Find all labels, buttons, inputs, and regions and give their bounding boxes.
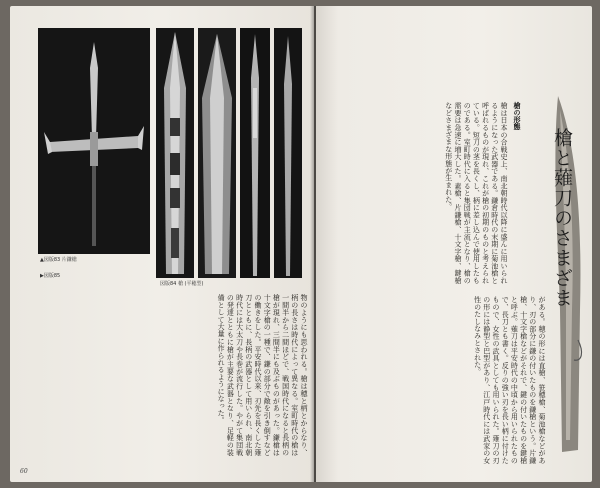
- section-heading: 槍の形態: [513, 102, 521, 130]
- photo-cross-spear: [38, 28, 150, 254]
- article-title: 槍と薙刀のさまざま: [551, 128, 573, 308]
- page-number-left: 60: [20, 468, 28, 475]
- photo-spear-thin-2: [274, 28, 302, 278]
- figure-caption-2: 図版84 槍 (平穂型): [160, 281, 204, 287]
- book-spread: [10, 6, 592, 482]
- right-text-upper: 槍は日本の合戦史上、南北朝時代以降に盛んに用いられるようになった武器である。鎌倉時代の末期に菊池槍と呼ばれるものが現れ、これが槍の初期のものと考えられている。短刀の茎を長くし、柄に差し込んで使用したものである。室町時代に入ると集団戦が主流となり、槍の需要は急速に増大した。素槍、片鎌槍、十文字槍、鍵槍などさまざまな形態が生まれた。: [444, 102, 508, 284]
- figure-caption-1: ▲図版83 片鎌槍: [40, 257, 77, 263]
- left-page: [10, 6, 314, 482]
- photo-blade-carved: [156, 28, 194, 278]
- right-text-lower: がある。穂の形には直槍、笹穂槍、菊池槍などがあり、刃の部分に鎌の付いたものを鎌槍という。片鎌槍、十文字槍などがそれで、鍵の付いたものを鍵槍と呼ぶ。薙刀は平安時代の中頃から用いられたもので、長刀とも書く。反りの強い刃を長い柄に付けたもので、女性の武具としても用いられた。薙刀の刃の形には静型と巴型があり、江戸時代には武家の女性のたしなみとされた。: [473, 296, 546, 464]
- figure-caption-3: ▶図版85: [40, 273, 61, 279]
- right-page: [316, 6, 592, 482]
- left-text-block: 物のようにも思われる。槍は穂と柄とからなり、柄の長さは時代によって異なる。室町時代の槍は一間半から二間ほどで、戦国時代になると長柄の槍が現れ、三間半にも及ぶものがあった。鎌槍は十文字槍の一種で、鎌の部分で敵を引き倒すなどの働きをした。平安時代以来、刃先を長くした薙刀とともに、長柄の武器として用いられ、南北朝時代には大太刀や長巻が流行した。やがて集団戦の発達とともに槍が主要な武器となり、足軽の装備として大量に作られるようになった。: [217, 294, 308, 456]
- photo-spear-thin-1: [240, 28, 270, 278]
- photo-blade-wide: [198, 28, 236, 278]
